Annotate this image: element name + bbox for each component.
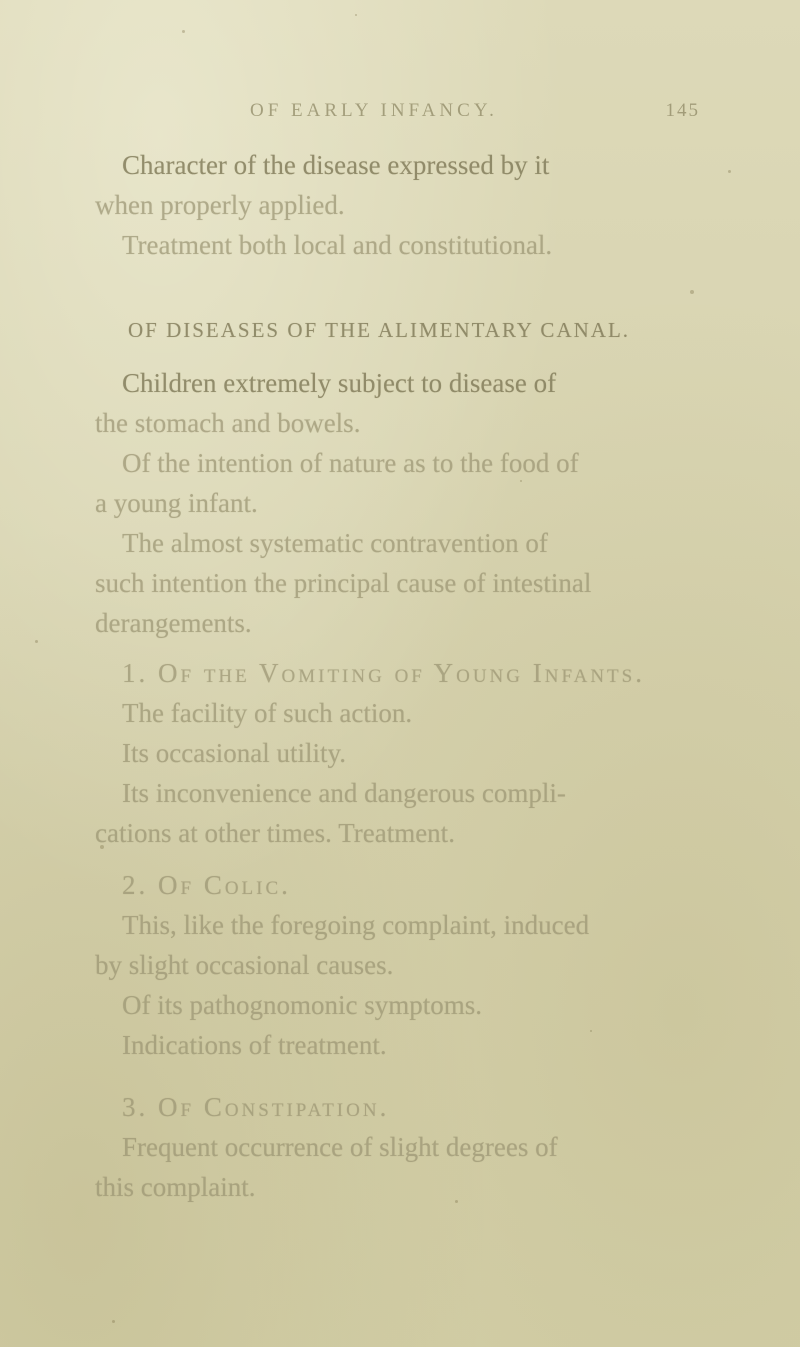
text-line: The almost systematic contravention of	[122, 528, 548, 558]
text-line: Of the intention of nature as to the food of	[122, 448, 579, 478]
text-line: The facility of such action.	[122, 698, 413, 728]
paper-speck	[590, 1030, 592, 1032]
paper-speck	[690, 290, 694, 294]
section-heading: OF DISEASES OF THE ALIMENTARY CANAL.	[128, 318, 631, 342]
text-line: when properly applied.	[95, 190, 345, 220]
text-line: Children extremely subject to disease of	[122, 368, 557, 398]
text-line: cations at other times. Treatment.	[95, 818, 455, 848]
text-line: a young infant.	[95, 488, 258, 518]
text-line: this complaint.	[95, 1172, 256, 1202]
text-line: This, like the foregoing complaint, induced	[122, 910, 590, 940]
paper-speck	[728, 170, 731, 173]
text-line: Indications of treatment.	[122, 1030, 387, 1060]
text-line: Frequent occurrence of slight degrees of	[122, 1132, 558, 1162]
text-line: Treatment both local and constitutional.	[122, 230, 553, 260]
text-line: Of its pathognomonic symptoms.	[122, 990, 482, 1020]
running-head: OF EARLY INFANCY.	[250, 100, 498, 121]
paper-speck	[520, 480, 522, 482]
text-line: such intention the principal cause of intestinal	[95, 568, 592, 598]
text-line: Character of the disease expressed by it	[122, 150, 550, 180]
page-number: 145	[665, 100, 700, 121]
text-line: the stomach and bowels.	[95, 408, 361, 438]
subsection-heading: 3. Of Constipation.	[122, 1092, 390, 1122]
text-line: Its inconvenience and dangerous compli-	[122, 778, 566, 808]
paper-speck	[455, 1200, 458, 1203]
subsection-heading: 2. Of Colic.	[122, 870, 291, 900]
subsection-heading: 1. Of the Vomiting of Young Infants.	[122, 658, 645, 688]
paper-speck	[35, 640, 38, 643]
paper-speck	[112, 1320, 115, 1323]
text-line: derangements.	[95, 608, 252, 638]
paper-speck	[182, 30, 185, 33]
paper-speck	[355, 14, 357, 16]
text-line: Its occasional utility.	[122, 738, 346, 768]
text-line: by slight occasional causes.	[95, 950, 394, 980]
